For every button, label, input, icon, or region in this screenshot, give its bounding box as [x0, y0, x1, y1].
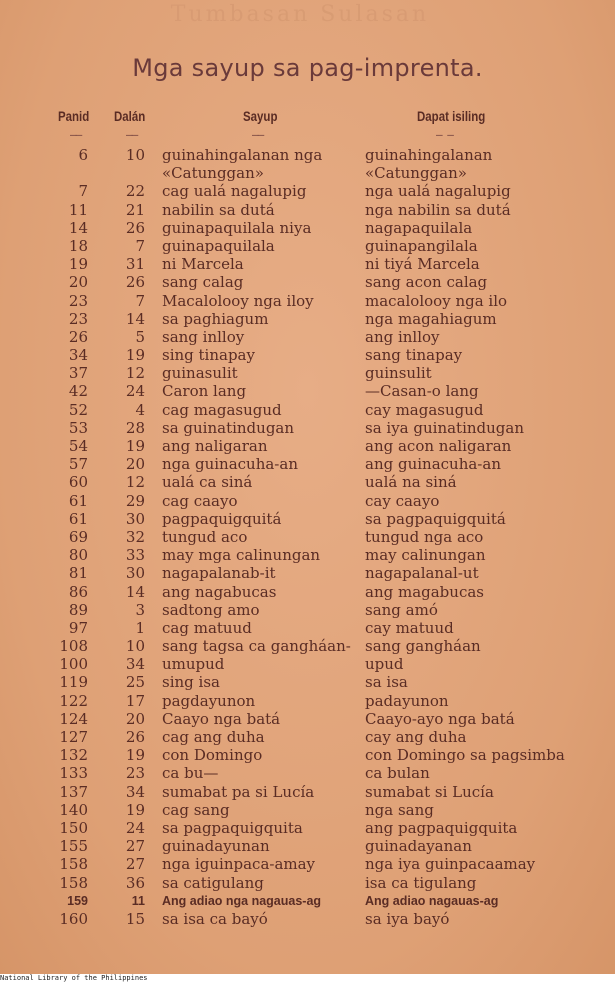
- errata-row: [0, 455, 615, 473]
- page-number: 160: [59, 909, 88, 928]
- line-number: 24: [125, 382, 145, 401]
- error-text: sang calag: [162, 273, 244, 292]
- correction-text: ang guinacuha-an: [365, 455, 501, 474]
- line-number: 1: [135, 618, 145, 637]
- error-text: sing tinapay: [162, 346, 255, 365]
- errata-row: [0, 364, 615, 382]
- correction-text: nga magahiagum: [365, 309, 497, 328]
- correction-text: isa ca tigulang: [365, 873, 477, 892]
- page-number: 42: [68, 382, 88, 401]
- page-number: 89: [68, 600, 88, 619]
- line-number: 11: [131, 893, 145, 908]
- error-text: sing isa: [162, 673, 220, 692]
- correction-text: sa iya guinatindugan: [365, 418, 525, 437]
- error-text: sa catigulang: [162, 873, 264, 892]
- line-number: 12: [125, 364, 145, 383]
- line-number: 14: [125, 582, 145, 601]
- correction-text: nga nabilin sa dutá: [365, 200, 511, 219]
- line-number: 19: [125, 746, 145, 765]
- line-number: 10: [125, 637, 145, 656]
- correction-text: ualá na siná: [365, 473, 457, 492]
- line-number: 19: [125, 800, 145, 819]
- errata-row: [0, 583, 615, 601]
- page-number: 122: [59, 691, 88, 710]
- line-number: 12: [125, 473, 145, 492]
- library-credit: National Library of the Philippines: [0, 974, 148, 982]
- correction-text: sa isa: [365, 673, 408, 692]
- page-number: 61: [68, 491, 88, 510]
- error-text: ni Marcela: [162, 255, 244, 274]
- correction-text: guinahingalanan: [365, 146, 493, 164]
- column-header-dapat: Dapat isiling: [417, 108, 486, 124]
- errata-table: [0, 146, 615, 928]
- page-number: 108: [59, 637, 88, 656]
- page-number: 81: [68, 564, 88, 583]
- line-number: 26: [125, 218, 145, 237]
- correction-text: may calinungan: [365, 546, 486, 565]
- page-number: 57: [68, 455, 88, 474]
- error-text: sadtong amo: [162, 600, 260, 619]
- page-number: 52: [68, 400, 88, 419]
- column-rule-panid: ——: [70, 128, 82, 141]
- correction-text: sang amó: [365, 600, 438, 619]
- page-number: 53: [68, 418, 88, 437]
- errata-row: [0, 673, 615, 691]
- errata-row: [0, 510, 615, 528]
- correction-text: ni tiyá Marcela: [365, 255, 480, 274]
- errata-row: [0, 182, 615, 200]
- line-number: 32: [125, 527, 145, 546]
- page-number: 23: [68, 309, 88, 328]
- line-number: 27: [125, 855, 145, 874]
- line-number: 27: [125, 837, 145, 856]
- errata-row: [0, 619, 615, 637]
- errata-row: [0, 764, 615, 782]
- errata-row: [0, 910, 615, 928]
- error-text: tungud aco: [162, 527, 248, 546]
- error-text: sa isa ca bayó: [162, 909, 268, 928]
- errata-row: [0, 492, 615, 510]
- line-number: 34: [125, 782, 145, 801]
- column-header-panid: Panid: [58, 108, 90, 124]
- error-text: cag sang: [162, 800, 230, 819]
- line-number: 5: [135, 327, 145, 346]
- column-rule-sayup: ——: [252, 128, 264, 141]
- correction-text: cay matuud: [365, 618, 454, 637]
- errata-row: [0, 637, 615, 655]
- error-text: ang naligaran: [162, 437, 268, 455]
- page-number: 97: [68, 618, 88, 637]
- errata-row: [0, 255, 615, 273]
- page-number: 86: [68, 582, 88, 601]
- correction-text: padayunon: [365, 691, 449, 710]
- correction-text: nga ualá nagalupig: [365, 182, 511, 201]
- error-text: sumabat pa si Lucía: [162, 782, 315, 801]
- error-text: ca bu—: [162, 764, 219, 783]
- error-text: «Catunggan»: [162, 164, 264, 183]
- errata-row: [0, 855, 615, 873]
- errata-row: [0, 237, 615, 255]
- error-text: sa guinatindugan: [162, 418, 295, 437]
- correction-text: ang acon naligaran: [365, 437, 512, 455]
- line-number: 29: [125, 491, 145, 510]
- error-text: con Domingo: [162, 746, 263, 765]
- errata-row: [0, 292, 615, 310]
- line-number: 34: [125, 655, 145, 674]
- correction-text: Ang adiao nagauas-ag: [365, 893, 499, 908]
- page-number: 26: [68, 327, 88, 346]
- column-rule-dapat: — —: [436, 128, 453, 141]
- errata-row: [0, 710, 615, 728]
- error-text: pagpaquigquitá: [162, 509, 282, 528]
- correction-text: nagapaquilala: [365, 218, 473, 237]
- correction-text: guinapangilala: [365, 236, 478, 255]
- error-text: guinapaquilala: [162, 236, 275, 255]
- page-number: 80: [68, 546, 88, 565]
- correction-text: sa pagpaquigquitá: [365, 509, 506, 528]
- error-text: umupud: [162, 655, 225, 674]
- error-text: guinasulit: [162, 364, 238, 383]
- line-number: 7: [135, 291, 145, 310]
- error-text: pagdayunon: [162, 691, 256, 710]
- errata-row: [0, 382, 615, 400]
- errata-row: [0, 746, 615, 764]
- errata-row: [0, 437, 615, 455]
- page-number: 132: [59, 746, 88, 765]
- error-text: sa paghiagum: [162, 309, 269, 328]
- errata-row: [0, 346, 615, 364]
- correction-text: «Catunggan»: [365, 164, 467, 183]
- errata-row: [0, 783, 615, 801]
- errata-row: [0, 728, 615, 746]
- line-number: 36: [125, 873, 145, 892]
- correction-text: cay ang duha: [365, 728, 467, 746]
- page-number: 23: [68, 291, 88, 310]
- page-number: 61: [68, 509, 88, 528]
- line-number: 25: [125, 673, 145, 692]
- error-text: guinahingalanan nga: [162, 146, 323, 164]
- correction-text: ang magabucas: [365, 582, 484, 601]
- page-number: 34: [68, 346, 88, 365]
- line-number: 21: [125, 200, 145, 219]
- page-number: 127: [59, 728, 88, 746]
- page-number: 7: [78, 182, 88, 201]
- errata-row: [0, 473, 615, 491]
- error-text: guinapaquilala niya: [162, 218, 312, 237]
- line-number: 31: [125, 255, 145, 274]
- error-text: cag ualá nagalupig: [162, 182, 307, 201]
- correction-text: guinsulit: [365, 364, 432, 383]
- line-number: 19: [125, 437, 145, 455]
- errata-row: [0, 546, 615, 564]
- error-text: sang inlloy: [162, 327, 245, 346]
- error-text: Caayo nga batá: [162, 709, 281, 728]
- correction-text: nagapalanal-ut: [365, 564, 479, 583]
- page-number: 133: [59, 764, 88, 783]
- page-number: 11: [68, 200, 88, 219]
- line-number: 22: [125, 182, 145, 201]
- error-text: Macalolooy nga iloy: [162, 291, 314, 310]
- error-text: sang tagsa ca gangháan-: [162, 637, 351, 656]
- errata-row: [0, 219, 615, 237]
- line-number: 30: [125, 509, 145, 528]
- error-text: guinadayunan: [162, 837, 270, 856]
- page-number: 19: [68, 255, 88, 274]
- correction-text: —Casan-o lang: [365, 382, 479, 401]
- correction-text: cay magasugud: [365, 400, 484, 419]
- page-number: 150: [59, 818, 88, 837]
- correction-text: macalolooy nga ilo: [365, 291, 508, 310]
- correction-text: sang gangháan: [365, 637, 481, 656]
- correction-text: guinadayanan: [365, 837, 472, 856]
- errata-row: [0, 419, 615, 437]
- correction-text: cay caayo: [365, 491, 440, 510]
- error-text: nabilin sa dutá: [162, 200, 275, 219]
- errata-row: [0, 328, 615, 346]
- errata-row: [0, 201, 615, 219]
- page-number: 137: [59, 782, 88, 801]
- error-text: cag matuud: [162, 618, 252, 637]
- line-number: 24: [125, 818, 145, 837]
- correction-text: sang acon calag: [365, 273, 488, 292]
- page-number: 155: [59, 837, 88, 856]
- line-number: 28: [125, 418, 145, 437]
- page-number: 37: [68, 364, 88, 383]
- line-number: 26: [125, 728, 145, 746]
- column-rule-dalan: ——: [126, 128, 138, 141]
- line-number: 4: [135, 400, 145, 419]
- faded-header-text: Tumbasan Sulasan: [170, 2, 430, 27]
- line-number: 20: [125, 455, 145, 474]
- errata-row: [0, 892, 615, 910]
- correction-text: sa iya bayó: [365, 909, 450, 928]
- page-number: 20: [68, 273, 88, 292]
- correction-text: sumabat si Lucía: [365, 782, 494, 801]
- page-number: 119: [59, 673, 88, 692]
- error-text: may mga calinungan: [162, 546, 321, 565]
- error-text: nagapalanab-it: [162, 564, 276, 583]
- correction-text: nga sang: [365, 800, 434, 819]
- error-text: sa pagpaquigquita: [162, 818, 303, 837]
- page-number: 140: [59, 800, 88, 819]
- page-number: 158: [59, 873, 88, 892]
- page-number: 69: [68, 527, 88, 546]
- page-number: 124: [59, 709, 88, 728]
- page-number: 18: [68, 236, 88, 255]
- error-text: Caron lang: [162, 382, 247, 401]
- line-number: 20: [125, 709, 145, 728]
- page-number: 6: [78, 146, 88, 164]
- line-number: 23: [125, 764, 145, 783]
- line-number: 33: [125, 546, 145, 565]
- page-number: 158: [59, 855, 88, 874]
- line-number: 3: [135, 600, 145, 619]
- page-number: 159: [67, 893, 88, 908]
- correction-text: ca bulan: [365, 764, 430, 783]
- errata-row: [0, 310, 615, 328]
- errata-row: [0, 601, 615, 619]
- line-number: 17: [125, 691, 145, 710]
- errata-row: [0, 146, 615, 164]
- error-text: nga guinacuha-an: [162, 455, 298, 474]
- error-text: cag caayo: [162, 491, 238, 510]
- line-number: 7: [135, 236, 145, 255]
- error-text: ang nagabucas: [162, 582, 277, 601]
- errata-row: [0, 164, 615, 182]
- line-number: 30: [125, 564, 145, 583]
- page-number: 14: [68, 218, 88, 237]
- error-text: ualá ca siná: [162, 473, 253, 492]
- errata-row: [0, 401, 615, 419]
- page-number: 100: [59, 655, 88, 674]
- correction-text: sang tinapay: [365, 346, 463, 365]
- correction-text: con Domingo sa pagsimba: [365, 746, 565, 765]
- line-number: 26: [125, 273, 145, 292]
- column-header-sayup: Sayup: [243, 108, 278, 124]
- errata-row: [0, 819, 615, 837]
- correction-text: ang pagpaquigquita: [365, 818, 518, 837]
- correction-text: tungud nga aco: [365, 527, 484, 546]
- errata-row: [0, 874, 615, 892]
- error-text: cag magasugud: [162, 400, 282, 419]
- page-title: Mga sayup sa pag-imprenta.: [132, 54, 483, 82]
- errata-row: [0, 273, 615, 291]
- errata-row: [0, 655, 615, 673]
- correction-text: upud: [365, 655, 404, 674]
- line-number: 14: [125, 309, 145, 328]
- line-number: 15: [125, 909, 145, 928]
- line-number: 10: [125, 146, 145, 164]
- correction-text: nga iya guinpacaamay: [365, 855, 536, 874]
- errata-row: [0, 528, 615, 546]
- column-header-dalan: Dalán: [114, 108, 146, 124]
- errata-row: [0, 801, 615, 819]
- page-number: 60: [68, 473, 88, 492]
- error-text: nga iguinpaca-amay: [162, 855, 316, 874]
- errata-row: [0, 837, 615, 855]
- errata-row: [0, 692, 615, 710]
- error-text: cag ang duha: [162, 728, 265, 746]
- correction-text: ang inlloy: [365, 327, 440, 346]
- page-number: 54: [68, 437, 88, 455]
- line-number: 19: [125, 346, 145, 365]
- errata-row: [0, 564, 615, 582]
- error-text: Ang adiao nga nagauas-ag: [162, 893, 322, 908]
- correction-text: Caayo-ayo nga batá: [365, 709, 515, 728]
